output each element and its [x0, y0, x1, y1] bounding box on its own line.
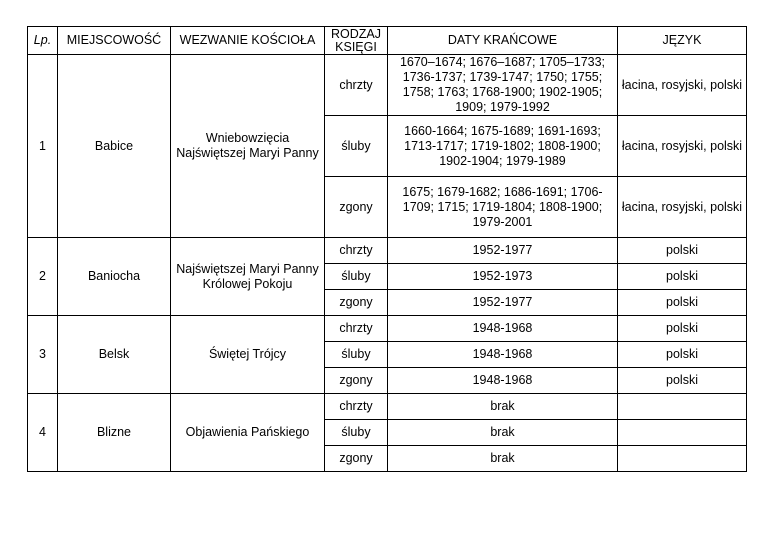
language-cell: polski [618, 290, 747, 316]
language-cell: polski [618, 238, 747, 264]
language-cell: łacina, rosyjski, polski [618, 116, 747, 177]
dates-cell: brak [388, 394, 618, 420]
church-cell: Wniebowzięcia Najświętszej Maryi Panny [171, 55, 325, 238]
church-cell: Świętej Trójcy [171, 316, 325, 394]
book-type-cell: chrzty [325, 238, 388, 264]
book-type-cell: chrzty [325, 316, 388, 342]
parish-registers-table [27, 26, 747, 472]
church-cell: Najświętszej Maryi Panny Królowej Pokoju [171, 238, 325, 316]
language-cell: polski [618, 316, 747, 342]
dates-cell: 1660-1664; 1675-1689; 1691-1693; 1713-1717; 1719-1802; 1808-1900; 1902-1904; 1979-1989 [388, 116, 618, 177]
table-row [28, 55, 747, 116]
book-type-cell: śluby [325, 342, 388, 368]
header-town: MIEJSCOWOŚĆ [58, 27, 171, 55]
book-type-cell: chrzty [325, 394, 388, 420]
church-cell: Objawienia Pańskiego [171, 394, 325, 472]
dates-cell: 1952-1977 [388, 290, 618, 316]
language-cell: polski [618, 342, 747, 368]
book-type-cell: zgony [325, 177, 388, 238]
table-body [28, 55, 747, 472]
language-cell [618, 394, 747, 420]
book-type-cell: śluby [325, 264, 388, 290]
language-cell [618, 420, 747, 446]
lp-cell: 4 [28, 394, 58, 472]
dates-cell: 1952-1977 [388, 238, 618, 264]
dates-cell: 1948-1968 [388, 342, 618, 368]
header-book-type: RODZAJ KSIĘGI [325, 27, 388, 55]
lp-cell: 2 [28, 238, 58, 316]
dates-cell: 1670–1674; 1676–1687; 1705–1733; 1736-1737; 1739-1747; 1750; 1755; 1758; 1763; 1768-1900; 1902-1905; 1909; 1979-1992 [388, 55, 618, 116]
town-cell: Belsk [58, 316, 171, 394]
dates-cell: 1948-1968 [388, 368, 618, 394]
dates-cell: 1675; 1679-1682; 1686-1691; 1706-1709; 1715; 1719-1804; 1808-1900; 1979-2001 [388, 177, 618, 238]
book-type-cell: śluby [325, 116, 388, 177]
book-type-cell: zgony [325, 368, 388, 394]
town-cell: Babice [58, 55, 171, 238]
table-row [28, 394, 747, 420]
header-lp-label: Lp. [33, 33, 52, 47]
lp-cell: 1 [28, 55, 58, 238]
header-language: JĘZYK [618, 27, 747, 55]
table-header [28, 27, 747, 55]
table-row [28, 316, 747, 342]
header-church: WEZWANIE KOŚCIOŁA [171, 27, 325, 55]
header-lp [28, 27, 58, 55]
language-cell: łacina, rosyjski, polski [618, 55, 747, 116]
book-type-cell: chrzty [325, 55, 388, 116]
dates-cell: 1948-1968 [388, 316, 618, 342]
dates-cell: 1952-1973 [388, 264, 618, 290]
table-row [28, 238, 747, 264]
town-cell: Baniocha [58, 238, 171, 316]
dates-cell: brak [388, 420, 618, 446]
book-type-cell: zgony [325, 446, 388, 472]
language-cell: polski [618, 368, 747, 394]
lp-cell: 3 [28, 316, 58, 394]
language-cell: polski [618, 264, 747, 290]
language-cell: łacina, rosyjski, polski [618, 177, 747, 238]
language-cell [618, 446, 747, 472]
header-dates: DATY KRAŃCOWE [388, 27, 618, 55]
book-type-cell: zgony [325, 290, 388, 316]
dates-cell: brak [388, 446, 618, 472]
book-type-cell: śluby [325, 420, 388, 446]
town-cell: Blizne [58, 394, 171, 472]
header-row [28, 27, 747, 55]
